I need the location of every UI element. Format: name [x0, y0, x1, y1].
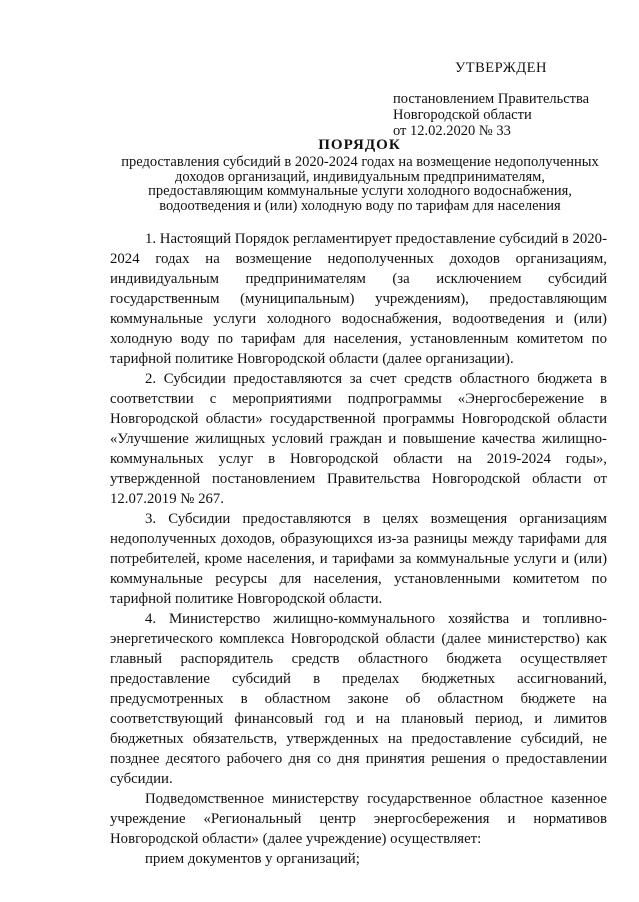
approval-stamp	[393, 60, 623, 139]
paragraph-6: прием документов у организаций;	[145, 851, 360, 867]
paragraph-1: 1. Настоящий Порядок регламентирует предоставление субсидий в 2020-2024 годах на возмещение недополученных доходов организациям, индивидуальным предпринимателям (за исключением субсидий государственным (муниципальным) учреждениям), предоставляющим коммунальные услуги холодного водоснабжения, водоотведения и (или) холодную воду по тарифам для населения, установленным комитетом по тарифной политике Новгородской области (далее организации).	[110, 231, 607, 367]
document-title: ПОРЯДОК	[318, 137, 401, 153]
paragraph-3: 3. Субсидии предоставляются в целях возмещения организациям недополученных доходов, образующихся из-за разницы между тарифами для потребителей, кроме населения, и тарифами за коммунальные услуги и (или) коммунальные ресурсы для населения, установленными комитетом по тарифной политике Новгородской области.	[110, 511, 607, 607]
paragraph-4: 4. Министерство жилищно-коммунального хозяйства и топливно-энергетического комплекса Новгородской области (далее министерство) как главный распорядитель средств областного бюджета осуществляет предоставление субсидий в пределах бюджетных ассигнований, предусмотренных в областном законе об областном бюджете на соответствующий финансовый год и на плановый период, и лимитов бюджетных обязательств, утвержденных на предоставление субсидий, не позднее десятого рабочего дня со дня принятия решения о предоставлении субсидии.	[110, 611, 607, 787]
paragraph-2: 2. Субсидии предоставляются за счет средств областного бюджета в соответствии с мероприятиями подпрограммы «Энергосбережение в Новгородской области» государственной программы Новгородской области «Улучшение жилищных условий граждан и повышение качества жилищно-коммунальных услуг в Новгородской области на 2019-2024 годы», утвержденной постановлением Правительства Новгородской области от 12.07.2019 № 267.	[110, 371, 607, 507]
subtitle-line: предоставляющим коммунальные услуги холодного водоснабжения,	[148, 183, 572, 199]
approval-line: постановлением Правительства	[393, 91, 590, 107]
document-body	[110, 229, 607, 869]
approval-date-line: от 12.02.2020 № 33	[393, 123, 511, 139]
subtitle-line: предоставления субсидий в 2020-2024 годах на возмещение недополученных	[121, 154, 599, 170]
subtitle-line: доходов организаций, индивидуальным предпринимателям,	[175, 168, 545, 185]
paragraph-5: Подведомственное министерству государственное областное казенное учреждение «Региональный центр энергосбережения и нормативов Новгородской области» (далее учреждение) осуществляет:	[110, 791, 607, 847]
document-subtitle	[100, 155, 620, 213]
approval-heading: УТВЕРЖДЕН	[455, 60, 547, 76]
subtitle-line: водоотведения и (или) холодную воду по тарифам для населения	[159, 197, 561, 214]
approval-line: Новгородской области	[393, 107, 532, 123]
